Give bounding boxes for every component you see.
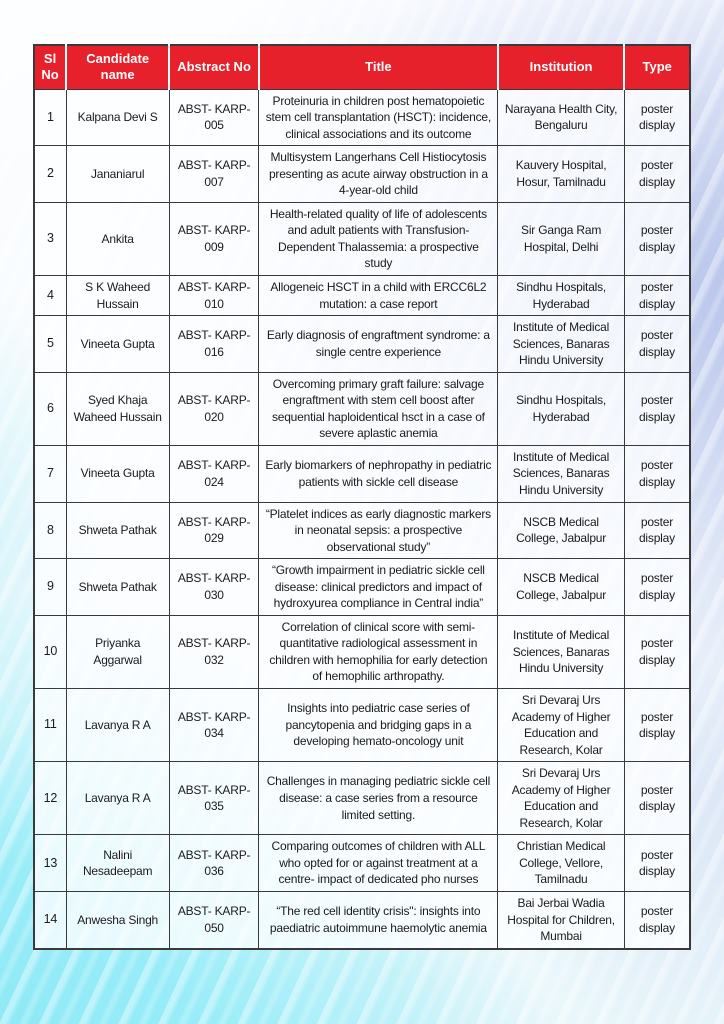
title-cell: Challenges in managing pediatric sickle cell disease: a case series from a resource limited setting. <box>259 762 498 835</box>
table-row <box>34 372 690 445</box>
candidate-name-cell: Kalpana Devi S <box>66 89 169 146</box>
candidate-name-cell: Anwesha Singh <box>66 892 169 949</box>
table-body <box>34 89 690 949</box>
sl-no-cell: 8 <box>34 502 66 559</box>
candidate-name-cell: Ankita <box>66 202 169 275</box>
type-cell: poster display <box>624 202 690 275</box>
abstract-no-cell: ABST- KARP-030 <box>169 559 259 616</box>
institution-cell: Institute of Medical Sciences, Banaras Hindu University <box>498 445 625 502</box>
type-cell: poster display <box>624 835 690 892</box>
type-cell: poster display <box>624 762 690 835</box>
table-row <box>34 502 690 559</box>
table-row <box>34 559 690 616</box>
title-cell: Insights into pediatric case series of pancytopenia and bridging gaps in a developing hemato-oncology unit <box>259 689 498 762</box>
institution-cell: Kauvery Hospital, Hosur, Tamilnadu <box>498 146 625 203</box>
abstract-no-cell: ABST- KARP-009 <box>169 202 259 275</box>
abstract-no-cell: ABST- KARP-032 <box>169 615 259 688</box>
candidate-name-cell: Vineeta Gupta <box>66 445 169 502</box>
abstract-no-cell: ABST- KARP-036 <box>169 835 259 892</box>
abstract-no-cell: ABST- KARP-005 <box>169 89 259 146</box>
sl-no-cell: 5 <box>34 316 66 373</box>
candidate-name-cell: Vineeta Gupta <box>66 316 169 373</box>
table-header-row <box>34 45 690 89</box>
title-cell: Early diagnosis of engraftment syndrome: a single centre experience <box>259 316 498 373</box>
sl-no-cell: 10 <box>34 615 66 688</box>
candidate-name-cell: Lavanya R A <box>66 762 169 835</box>
institution-cell: Sri Devaraj Urs Academy of Higher Education and Research, Kolar <box>498 762 625 835</box>
column-header-candidate-name: Candidate name <box>66 45 169 89</box>
title-cell: Early biomarkers of nephropathy in pediatric patients with sickle cell disease <box>259 445 498 502</box>
table-row <box>34 89 690 146</box>
type-cell: poster display <box>624 89 690 146</box>
type-cell: poster display <box>624 502 690 559</box>
institution-cell: Christian Medical College, Vellore, Tamilnadu <box>498 835 625 892</box>
title-cell: Multisystem Langerhans Cell Histiocytosis presenting as acute airway obstruction in a 4-year-old child <box>259 146 498 203</box>
title-cell: “Growth impairment in pediatric sickle cell disease: clinical predictors and impact of hydroxyurea compliance in Central india” <box>259 559 498 616</box>
table-row <box>34 615 690 688</box>
candidate-name-cell: Shweta Pathak <box>66 502 169 559</box>
table-row <box>34 892 690 949</box>
type-cell: poster display <box>624 445 690 502</box>
type-cell: poster display <box>624 275 690 315</box>
candidate-name-cell: Jananiarul <box>66 146 169 203</box>
sl-no-cell: 9 <box>34 559 66 616</box>
title-cell: Correlation of clinical score with semi-quantitative radiological assessment in children with hemophilia for early detection of hemophilic arthropathy. <box>259 615 498 688</box>
title-cell: “The red cell identity crisis": insights into paediatric autoimmune haemolytic anemia <box>259 892 498 949</box>
sl-no-cell: 13 <box>34 835 66 892</box>
table-row <box>34 762 690 835</box>
candidate-name-cell: Shweta Pathak <box>66 559 169 616</box>
candidate-name-cell: Nalini Nesadeepam <box>66 835 169 892</box>
institution-cell: NSCB Medical College, Jabalpur <box>498 502 625 559</box>
abstract-list-table <box>33 44 691 950</box>
candidate-name-cell: Syed Khaja Waheed Hussain <box>66 372 169 445</box>
type-cell: poster display <box>624 689 690 762</box>
table-row <box>34 835 690 892</box>
institution-cell: Sindhu Hospitals, Hyderabad <box>498 372 625 445</box>
abstract-no-cell: ABST- KARP-020 <box>169 372 259 445</box>
type-cell: poster display <box>624 372 690 445</box>
title-cell: Allogeneic HSCT in a child with ERCC6L2 mutation: a case report <box>259 275 498 315</box>
table-row <box>34 316 690 373</box>
table-row <box>34 202 690 275</box>
table-row <box>34 689 690 762</box>
sl-no-cell: 14 <box>34 892 66 949</box>
abstract-no-cell: ABST- KARP-034 <box>169 689 259 762</box>
institution-cell: Sindhu Hospitals, Hyderabad <box>498 275 625 315</box>
type-cell: poster display <box>624 559 690 616</box>
abstract-no-cell: ABST- KARP-016 <box>169 316 259 373</box>
sl-no-cell: 11 <box>34 689 66 762</box>
table-row <box>34 445 690 502</box>
institution-cell: Narayana Health City, Bengaluru <box>498 89 625 146</box>
candidate-name-cell: Lavanya R A <box>66 689 169 762</box>
table-row <box>34 146 690 203</box>
institution-cell: Sri Devaraj Urs Academy of Higher Education and Research, Kolar <box>498 689 625 762</box>
type-cell: poster display <box>624 615 690 688</box>
title-cell: Health-related quality of life of adolescents and adult patients with Transfusion-Dependent Thalassemia: a prospective study <box>259 202 498 275</box>
sl-no-cell: 3 <box>34 202 66 275</box>
column-header-abstract-no: Abstract No <box>169 45 259 89</box>
sl-no-cell: 4 <box>34 275 66 315</box>
institution-cell: Institute of Medical Sciences, Banaras Hindu University <box>498 615 625 688</box>
type-cell: poster display <box>624 316 690 373</box>
abstract-no-cell: ABST- KARP-050 <box>169 892 259 949</box>
abstract-no-cell: ABST- KARP-010 <box>169 275 259 315</box>
column-header-type: Type <box>624 45 690 89</box>
institution-cell: NSCB Medical College, Jabalpur <box>498 559 625 616</box>
abstract-no-cell: ABST- KARP-007 <box>169 146 259 203</box>
sl-no-cell: 6 <box>34 372 66 445</box>
type-cell: poster display <box>624 146 690 203</box>
abstract-no-cell: ABST- KARP-035 <box>169 762 259 835</box>
institution-cell: Bai Jerbai Wadia Hospital for Children, Mumbai <box>498 892 625 949</box>
column-header-institution: Institution <box>498 45 625 89</box>
sl-no-cell: 7 <box>34 445 66 502</box>
candidate-name-cell: Priyanka Aggarwal <box>66 615 169 688</box>
institution-cell: Sir Ganga Ram Hospital, Delhi <box>498 202 625 275</box>
abstract-no-cell: ABST- KARP-024 <box>169 445 259 502</box>
institution-cell: Institute of Medical Sciences, Banaras Hindu University <box>498 316 625 373</box>
column-header-sl-no: Sl No <box>34 45 66 89</box>
sl-no-cell: 12 <box>34 762 66 835</box>
sl-no-cell: 1 <box>34 89 66 146</box>
title-cell: Comparing outcomes of children with ALL who opted for or against treatment at a centre- impact of dedicated pho nurses <box>259 835 498 892</box>
title-cell: Overcoming primary graft failure: salvage engraftment with stem cell boost after sequential haploidentical hsct in a case of severe aplastic anemia <box>259 372 498 445</box>
type-cell: poster display <box>624 892 690 949</box>
candidate-name-cell: S K Waheed Hussain <box>66 275 169 315</box>
title-cell: Proteinuria in children post hematopoietic stem cell transplantation (HSCT): incidence, clinical associations and its outcome <box>259 89 498 146</box>
abstract-no-cell: ABST- KARP-029 <box>169 502 259 559</box>
column-header-title: Title <box>259 45 498 89</box>
table-row <box>34 275 690 315</box>
sl-no-cell: 2 <box>34 146 66 203</box>
title-cell: “Platelet indices as early diagnostic markers in neonatal sepsis: a prospective observational study” <box>259 502 498 559</box>
